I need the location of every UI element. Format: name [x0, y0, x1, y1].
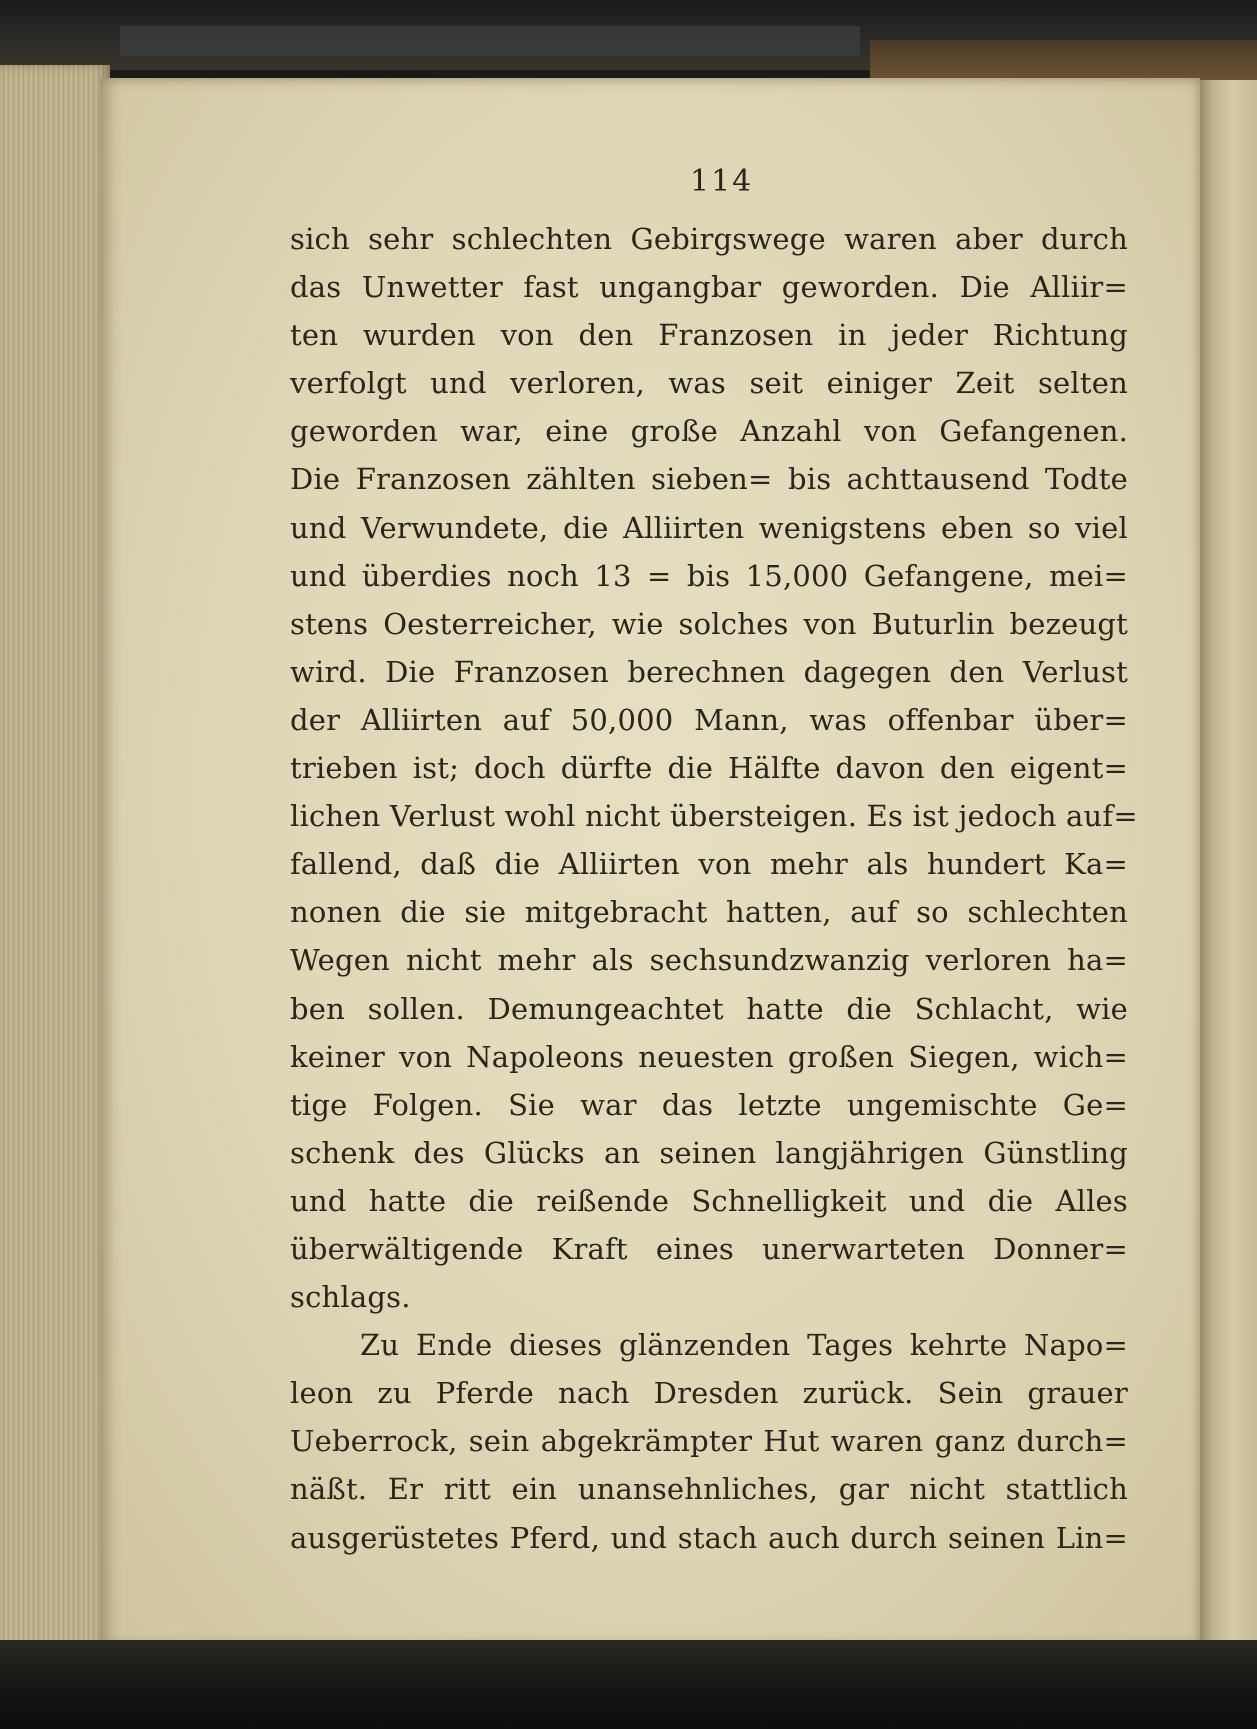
text-line: schenk des Glücks an seinen langjährigen Günstling: [290, 1135, 1128, 1170]
page-number: 114: [690, 164, 754, 199]
body-text: [290, 215, 1138, 1562]
text-line: keiner von Napoleons neuesten großen Siegen, wich=: [290, 1039, 1128, 1074]
text-line: näßt. Er ritt ein unansehnliches, gar nicht stattlich: [290, 1472, 1128, 1507]
text-line: das Unwetter fast ungangbar geworden. Die Alliir=: [290, 270, 1128, 305]
top-leather-binding: [870, 40, 1257, 80]
text-line: ben sollen. Demungeachtet hatte die Schlacht, wie: [290, 991, 1128, 1026]
text-line: ausgerüstetes Pferd, und stach auch durch seinen Lin=: [290, 1520, 1128, 1555]
text-line: und überdies noch 13 = bis 15,000 Gefangene, mei=: [290, 558, 1128, 593]
text-line: ten wurden von den Franzosen in jeder Richtung: [290, 318, 1128, 353]
facing-page-edge: [1198, 80, 1257, 1645]
text-line: und Verwundete, die Alliirten wenigstens eben so viel: [290, 510, 1128, 545]
text-line: wird. Die Franzosen berechnen dagegen den Verlust: [290, 654, 1128, 689]
text-line: stens Oesterreicher, wie solches von Buturlin bezeugt: [290, 606, 1128, 641]
text-line: fallend, daß die Alliirten von mehr als hundert Ka=: [290, 847, 1128, 882]
text-line: Die Franzosen zählten sieben= bis achttausend Todte: [290, 462, 1128, 497]
text-line-paragraph-end: schlags.: [290, 1280, 411, 1315]
text-line: überwältigende Kraft eines unerwarteten Donner=: [290, 1231, 1128, 1266]
text-line: tige Folgen. Sie war das letzte ungemischte Ge=: [290, 1087, 1128, 1122]
bottom-board: [0, 1640, 1257, 1729]
text-line: sich sehr schlechten Gebirgswege waren aber durch: [290, 222, 1128, 256]
text-line-paragraph-start: Zu Ende dieses glänzenden Tages kehrte Napo=: [360, 1328, 1128, 1363]
text-line: lichen Verlust wohl nicht übersteigen. Es ist jedoch auf=: [290, 799, 1138, 834]
text-line: trieben ist; doch dürfte die Hälfte davon den eigent=: [290, 751, 1128, 786]
text-line: der Alliirten auf 50,000 Mann, was offenbar über=: [290, 702, 1128, 737]
text-line: Ueberrock, sein abgekrämpter Hut waren ganz durch=: [290, 1424, 1128, 1459]
text-line: nonen die sie mitgebracht hatten, auf so schlechten: [290, 895, 1128, 930]
page-block-edges: [0, 65, 110, 1655]
text-line: und hatte die reißende Schnelligkeit und die Alles: [290, 1183, 1128, 1218]
text-line: Wegen nicht mehr als sechsundzwanzig verloren ha=: [290, 943, 1128, 978]
text-line: leon zu Pferde nach Dresden zurück. Sein grauer: [290, 1376, 1128, 1411]
text-line: verfolgt und verloren, was seit einiger Zeit selten: [290, 366, 1128, 401]
top-band: [120, 26, 860, 56]
text-line: geworden war, eine große Anzahl von Gefangenen.: [290, 414, 1128, 449]
